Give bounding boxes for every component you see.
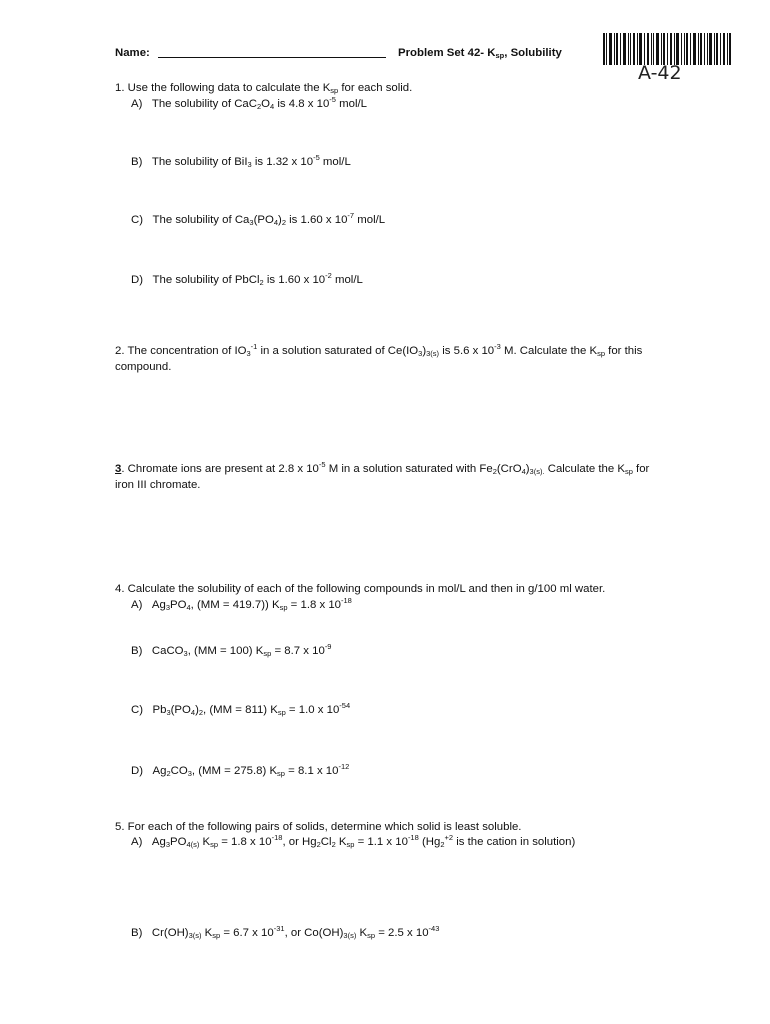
q1-item-c: C) The solubility of $Ca_3(PO_4)_2$ is 1.60 x $10^{-7}$ mol/L <box>131 211 386 227</box>
page-title: Problem Set 42- $K_{sp}$, Solubility <box>398 47 562 60</box>
q4-item-a: A) $Ag_3PO_4$, (MM = 419.7)) $K_{sp} = 1.8$ x $10^{-18}$ <box>131 596 352 612</box>
q3-line1: 3. Chromate ions are present at 2.8 x $10^{-5}$ M in a solution saturated with $Fe_2(CrO_4)_{3(s).}$ Calculate the $K_{sp}$ for <box>115 460 650 476</box>
q4-item-b: B) CaCO$_3$, (MM = 100) $K_{sp} = 8.7$ x $10^{-9}$ <box>131 642 332 658</box>
q2-line1: 2. The concentration of $IO_3^{-1}$ in a solution saturated of $Ce(IO_3)_{3(s)}$ is 5.6 x $10^{-3}$ M. Calculate the $K_{sp}$ for this <box>115 342 643 358</box>
page-code: A-42 <box>638 62 682 84</box>
q5-prompt: 5. For each of the following pairs of solids, determine which solid is least soluble. <box>115 821 522 833</box>
name-field-line[interactable] <box>158 57 386 58</box>
q4-prompt: 4. Calculate the solubility of each of the following compounds in mol/L and then in g/100 ml water. <box>115 583 606 595</box>
name-label: Name: <box>115 47 150 59</box>
q5-item-a: A) $Ag_3PO_{4(s)}$ $K_{sp} = 1.8$ x $10^{-18}$, or $Hg_2Cl_2$ $K_{sp} = 1.1$ x $10^{-18}$ ($Hg_2^{+2}$ is the cation in solution) <box>131 833 576 849</box>
q4-item-d: D) $Ag_2CO_3$, (MM = 275.8) $K_{sp} = 8.1$ x $10^{-12}$ <box>131 762 350 778</box>
q1-prompt: 1. Use the following data to calculate the $K_{sp}$ for each solid. <box>115 82 413 95</box>
q5-item-b: B) $Cr(OH)_{3(s)}$ $K_{sp} = 6.7$ x $10^{-31}$, or $Co(OH)_{3(s)}$ $K_{sp} = 2.5$ x $10^{-43}$ <box>131 924 440 940</box>
q1-item-b: B) The solubility of BiI$_3$ is 1.32 x $10^{-5}$ mol/L <box>131 153 351 169</box>
q3-line2: iron III chromate. <box>115 479 201 491</box>
q2-line2: compound. <box>115 361 172 373</box>
q1-item-d: D) The solubility of PbCl$_2$ is 1.60 x $10^{-2}$ mol/L <box>131 271 363 287</box>
q1-item-a: A) The solubility of $CaC_2O_4$ is 4.8 x $10^{-5}$ mol/L <box>131 95 367 111</box>
barcode <box>603 33 731 65</box>
q4-item-c: C) $Pb_3(PO_4)_2$, (MM = 811) $K_{sp} = 1.0$ x $10^{-54}$ <box>131 701 351 717</box>
